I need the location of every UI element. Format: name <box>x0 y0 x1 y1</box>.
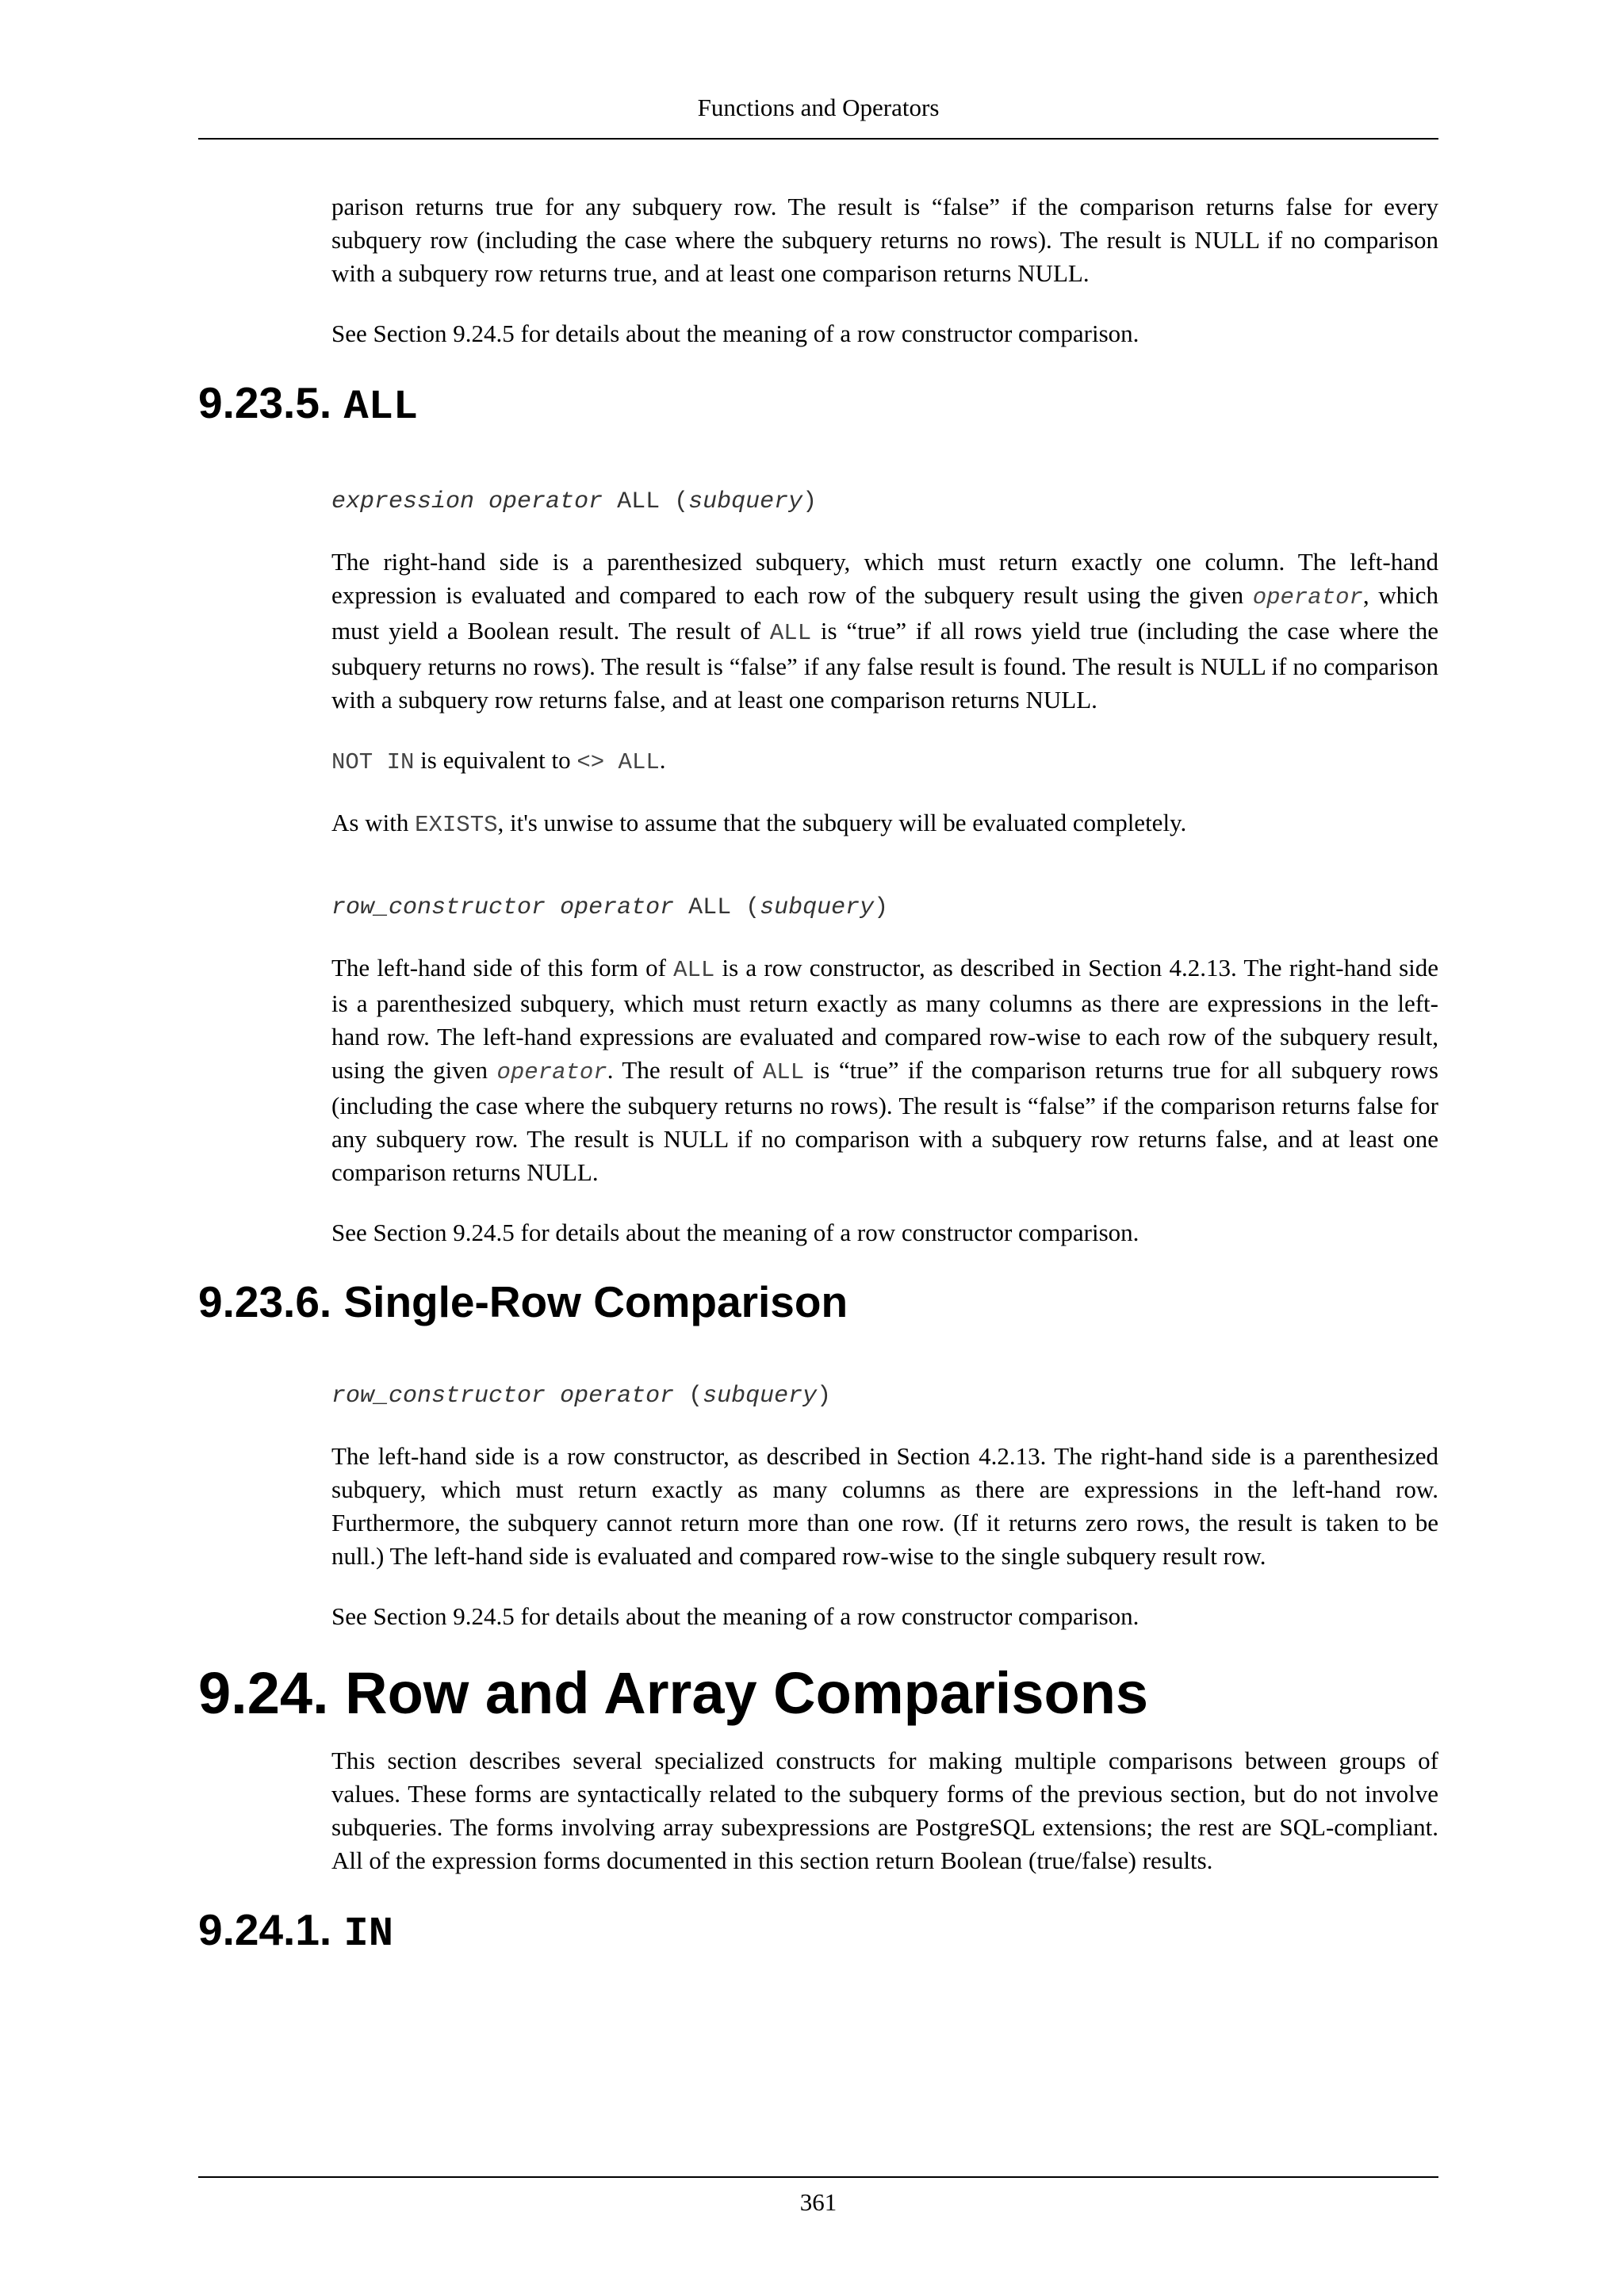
syntax-operator: operator <box>560 1383 675 1410</box>
text: is “true” if the comparison returns true for all subquery rows (including the case where the subquery returns no rows). The result is “false” if the comparison returns false for any subquery row. The result is NULL if no comparison with a subquery row returns false, and at least one comparison returns NULL. <box>331 1056 1438 1186</box>
text: is a row constructor, as described in Section 4.2.13. The right-hand side is a parenthesized subquery, which must return exactly as many columns as there are expressions in the left-hand row. The left-hand expressions are evaluated and compared row-wise to each row of the subquery result, using the given <box>331 954 1439 1084</box>
heading-number: 9.23.5. <box>198 378 344 427</box>
paragraph: The left-hand side is a row constructor, as described in Section 4.2.13. The right-hand side is a parenthesized subquery, which must return exactly as many columns as there are expressions in the left-hand row. Furthermore, the subquery cannot return more than one row. (If it returns zero rows, the result is taken to be null.) The left-hand side is evaluated and compared row-wise to the single subquery result row. <box>331 1442 1438 1570</box>
syntax-subquery: subquery <box>688 488 803 515</box>
text: , it's unwise to assume that the subquery will be evaluated completely. <box>497 809 1187 836</box>
intro-block <box>331 190 1438 350</box>
paragraph <box>331 951 1438 1189</box>
syntax-operator: operator <box>488 488 603 515</box>
paragraph: This section describes several specialized constructs for making multiple comparisons between groups of values. These forms are syntactically related to the subquery forms of the previous section, but do not involve subqueries. The forms involving array subexpressions are PostgreSQL extensions; the rest are SQL-compliant. All of the expression forms documented in this section return Boolean (true/false) results. <box>331 1747 1438 1874</box>
running-header: Functions and Operators <box>697 94 940 121</box>
section-heading-9-24-1 <box>198 1904 1438 1960</box>
syntax-expression: expression <box>331 488 475 515</box>
heading-keyword: IN <box>343 1911 393 1957</box>
syntax-subquery: subquery <box>760 894 875 921</box>
section-reference-paragraph: See Section 9.24.5 for details about the meaning of a row constructor comparison. <box>331 1602 1139 1630</box>
section-body-9-23-6 <box>331 1380 1438 1633</box>
paragraph <box>331 744 1438 779</box>
text: The right-hand side is a parenthesized subquery, which must return exactly one column. The left-hand expression is evaluated and compared to each row of the subquery result using the given <box>331 548 1438 609</box>
page-number: 361 <box>799 2188 837 2216</box>
syntax-subquery: subquery <box>703 1383 818 1410</box>
text: As with <box>331 809 416 836</box>
exists-code: EXISTS <box>415 812 498 838</box>
section-reference-paragraph: See Section 9.24.5 for details about the meaning of a row constructor comparison. <box>331 1219 1139 1246</box>
all-keyword: ALL <box>762 1059 805 1085</box>
syntax-expression: row_constructor <box>331 894 546 921</box>
syntax-keyword: ALL ( <box>674 894 760 921</box>
syntax-expression: row_constructor <box>331 1383 546 1410</box>
all-keyword: ALL <box>673 957 715 983</box>
section-reference-paragraph: See Section 9.24.5 for details about the meaning of a row constructor comparison. <box>331 320 1139 347</box>
operator-term: operator <box>496 1059 607 1085</box>
heading-keyword: ALL <box>343 384 419 430</box>
section-body-9-24 <box>331 1744 1438 1877</box>
section-heading-9-23-5 <box>198 377 1438 433</box>
text: The left-hand side of this form of <box>331 954 674 982</box>
not-in-code: NOT IN <box>331 749 415 775</box>
footer-rule <box>198 2176 1438 2178</box>
page-content <box>198 190 1438 1960</box>
syntax-synopsis <box>331 485 1438 519</box>
syntax-synopsis <box>331 891 1438 924</box>
text: is equivalent to <box>414 746 577 774</box>
paragraph <box>331 545 1438 717</box>
syntax-close: ) <box>817 1383 832 1410</box>
syntax-operator: operator <box>560 894 675 921</box>
syntax-close: ) <box>874 894 889 921</box>
not-equal-all-code: <> ALL <box>576 749 660 775</box>
section-heading-9-23-6: 9.23.6. Single-Row Comparison <box>198 1277 848 1326</box>
text: , which must yield a Boolean result. The result of <box>331 581 1438 645</box>
paragraph <box>331 806 1438 842</box>
heading-number: 9.24.1. <box>198 1905 344 1954</box>
text: . The result of <box>607 1056 763 1084</box>
text: . <box>659 746 666 774</box>
intro-paragraph: parison returns true for any subquery row. The result is “false” if the comparison returns false for every subquery row (including the case where the subquery returns no rows). The result is NULL if no comparison with a subquery row returns true, and at least one comparison returns NULL. <box>331 193 1438 287</box>
syntax-keyword: ALL ( <box>603 488 689 515</box>
text: is “true” if all rows yield true (including the case where the subquery returns no rows). The result is “false” if any false result is found. The result is NULL if no comparison with a subquery row returns false, and at least one comparison returns NULL. <box>331 617 1438 714</box>
syntax-synopsis <box>331 1380 1438 1413</box>
operator-term: operator <box>1252 584 1363 610</box>
header-rule <box>198 138 1438 140</box>
all-keyword: ALL <box>769 620 812 646</box>
section-heading-9-24: 9.24. Row and Array Comparisons <box>198 1660 1149 1726</box>
syntax-keyword: ( <box>674 1383 703 1410</box>
syntax-close: ) <box>802 488 818 515</box>
section-body-9-23-5 <box>331 485 1438 1249</box>
